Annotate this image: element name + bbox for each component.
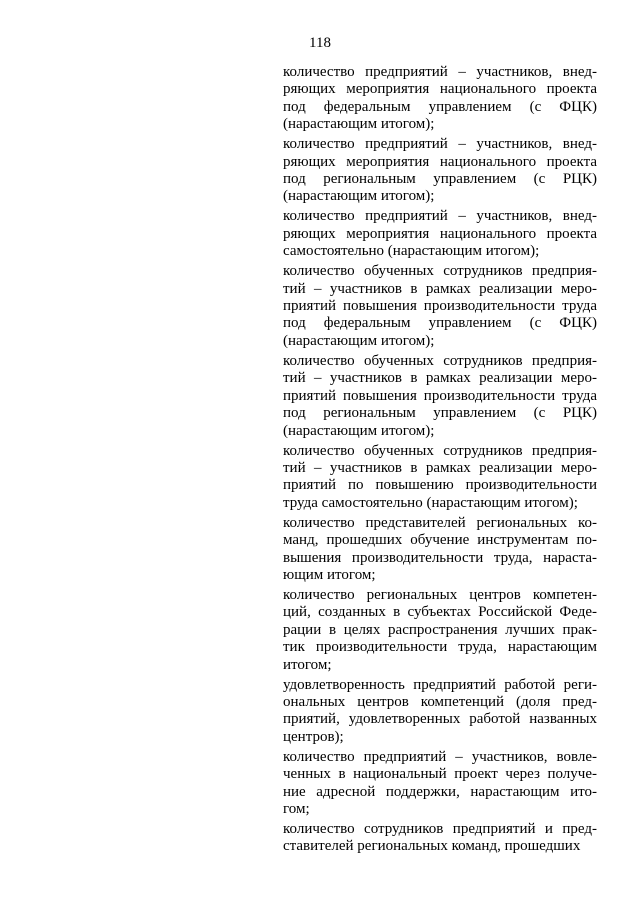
text-line: самостоятельно (нарастающим итогом); bbox=[283, 243, 540, 260]
text-line: количество предприятий – участников, внед- bbox=[283, 136, 597, 153]
indicator-item bbox=[283, 64, 597, 134]
text-line: тик производительности труда, нарастающим bbox=[283, 639, 597, 656]
indicator-item bbox=[283, 263, 597, 350]
text-line: (нарастающим итогом); bbox=[283, 332, 435, 349]
text-line: приятий повышения производительности труда bbox=[283, 387, 597, 404]
text-line: ональных центров компетенций (доля пред- bbox=[283, 693, 597, 710]
text-line: количество предприятий – участников, внед- bbox=[283, 208, 597, 225]
text-line: под региональным управлением (с РЦК) bbox=[283, 405, 597, 422]
indicator-item bbox=[283, 443, 597, 513]
text-line: центров); bbox=[283, 728, 344, 745]
text-line: количество представителей региональных ко- bbox=[283, 514, 597, 531]
text-line: вышения производительности труда, нараста- bbox=[283, 549, 597, 566]
indicator-item bbox=[283, 208, 597, 260]
text-line: количество обученных сотрудников предприя- bbox=[283, 442, 597, 459]
text-line: удовлетворенность предприятий работой реги- bbox=[283, 676, 597, 693]
text-line: приятий повышения производительности труда bbox=[283, 298, 597, 315]
text-line: под федеральным управлением (с ФЦК) bbox=[283, 98, 597, 115]
text-line: тий – участников в рамках реализации меро- bbox=[283, 459, 597, 476]
indicator-item bbox=[283, 749, 597, 819]
text-line: (нарастающим итогом); bbox=[283, 116, 435, 133]
text-line: ряющих мероприятия национального проекта bbox=[283, 225, 597, 242]
indicator-item bbox=[283, 353, 597, 440]
text-line: итогом; bbox=[283, 656, 332, 673]
indicator-item bbox=[283, 587, 597, 674]
text-line: ряющих мероприятия национального проекта bbox=[283, 81, 597, 98]
text-line: ставителей региональных команд, прошедших bbox=[283, 838, 581, 855]
text-line: труда самостоятельно (нарастающим итогом); bbox=[283, 494, 578, 511]
indicator-item bbox=[283, 821, 597, 856]
text-line: количество предприятий – участников, внед- bbox=[283, 64, 597, 80]
text-line: манд, прошедших обучение инструментам по- bbox=[283, 532, 597, 549]
text-line: рации в целях распространения лучших прак- bbox=[283, 621, 597, 638]
text-line: количество обученных сотрудников предприя- bbox=[283, 352, 597, 369]
indicator-item bbox=[283, 677, 597, 747]
text-line: под федеральным управлением (с ФЦК) bbox=[283, 315, 597, 332]
text-line: ций, созданных в субъектах Российской Феде- bbox=[283, 604, 597, 621]
text-line: ченных в национальный проект через получе- bbox=[283, 766, 597, 783]
indicator-item bbox=[283, 515, 597, 585]
text-line: приятий, удовлетворенных работой названных bbox=[283, 711, 597, 728]
indicator-list bbox=[283, 64, 597, 858]
text-line: количество обученных сотрудников предприя- bbox=[283, 263, 597, 280]
text-line: количество региональных центров компетен- bbox=[283, 586, 597, 603]
text-line: тий – участников в рамках реализации меро- bbox=[283, 280, 597, 297]
page-number: 118 bbox=[309, 35, 331, 51]
text-line: ющим итогом; bbox=[283, 566, 376, 583]
text-line: ряющих мероприятия национального проекта bbox=[283, 153, 597, 170]
text-line: количество сотрудников предприятий и пред- bbox=[283, 821, 597, 837]
text-line: приятий по повышению производительности bbox=[283, 477, 597, 494]
text-line: под региональным управлением (с РЦК) bbox=[283, 171, 597, 188]
text-line: ние адресной поддержки, нарастающим ито- bbox=[283, 783, 597, 800]
text-line: (нарастающим итогом); bbox=[283, 188, 435, 205]
text-line: гом; bbox=[283, 801, 310, 817]
text-line: тий – участников в рамках реализации меро- bbox=[283, 370, 597, 387]
indicator-item bbox=[283, 136, 597, 206]
text-line: (нарастающим итогом); bbox=[283, 422, 435, 439]
text-line: количество предприятий – участников, вовле- bbox=[283, 748, 597, 765]
